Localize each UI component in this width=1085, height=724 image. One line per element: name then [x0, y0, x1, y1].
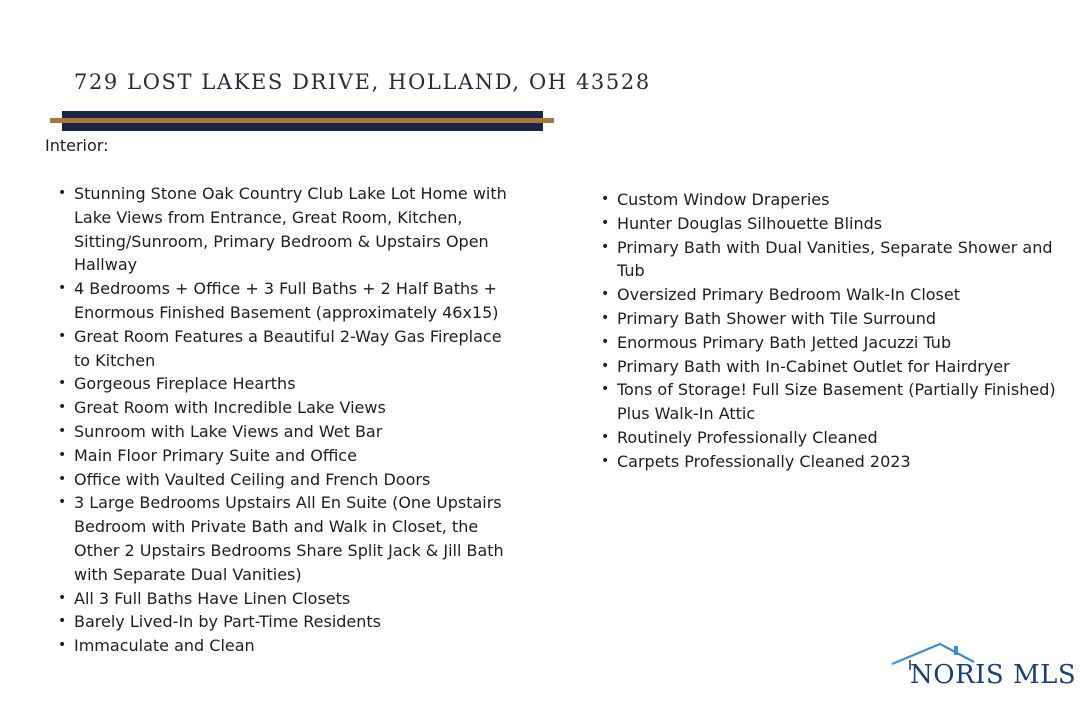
list-item: • Primary Bath with In-Cabinet Outlet for Hairdryer: [601, 355, 1071, 379]
list-item: • Tons of Storage! Full Size Basement (Partially Finished) Plus Walk-In Attic: [601, 378, 1071, 426]
interior-features-right-list: [601, 188, 1071, 474]
list-item: • Office with Vaulted Ceiling and French Doors: [58, 468, 508, 492]
list-item: • Gorgeous Fireplace Hearths: [58, 372, 508, 396]
list-item: • Immaculate and Clean: [58, 634, 508, 658]
list-item: • Primary Bath with Dual Vanities, Separate Shower and Tub: [601, 236, 1071, 284]
list-item: • Great Room with Incredible Lake Views: [58, 396, 508, 420]
list-item: • Stunning Stone Oak Country Club Lake Lot Home with Lake Views from Entrance, Great Room, Kitchen, Sitting/Sunroom, Primary Bedroom & Upstairs Open Hallway: [58, 182, 508, 277]
list-item: • 4 Bedrooms + Office + 3 Full Baths + 2 Half Baths + Enormous Finished Basement (approximately 46x15): [58, 277, 508, 325]
list-item: • Oversized Primary Bedroom Walk-In Closet: [601, 283, 1071, 307]
list-item: • All 3 Full Baths Have Linen Closets: [58, 587, 508, 611]
list-item: • Routinely Professionally Cleaned: [601, 426, 1071, 450]
list-item: • Custom Window Draperies: [601, 188, 1071, 212]
list-item: • Barely Lived-In by Part-Time Residents: [58, 610, 508, 634]
page-title: 729 LOST LAKES DRIVE, HOLLAND, OH 43528: [74, 70, 651, 94]
list-item: • 3 Large Bedrooms Upstairs All En Suite (One Upstairs Bedroom with Private Bath and Walk in Closet, the Other 2 Upstairs Bedrooms Share Split Jack & Jill Bath with Separate Dual Vanities): [58, 491, 508, 586]
list-item: • Great Room Features a Beautiful 2-Way Gas Fireplace to Kitchen: [58, 325, 508, 373]
list-item: • Hunter Douglas Silhouette Blinds: [601, 212, 1071, 236]
list-item: • Enormous Primary Bath Jetted Jacuzzi Tub: [601, 331, 1071, 355]
list-item: • Primary Bath Shower with Tile Surround: [601, 307, 1071, 331]
list-item: • Sunroom with Lake Views and Wet Bar: [58, 420, 508, 444]
list-item: • Main Floor Primary Suite and Office: [58, 444, 508, 468]
section-label: Interior:: [45, 136, 109, 155]
list-item: • Carpets Professionally Cleaned 2023: [601, 450, 1071, 474]
header-gold-line: [50, 118, 554, 123]
logo-text: NORIS MLS: [910, 660, 1077, 690]
interior-features-left-list: [58, 182, 508, 658]
noris-mls-logo: [888, 640, 1077, 698]
